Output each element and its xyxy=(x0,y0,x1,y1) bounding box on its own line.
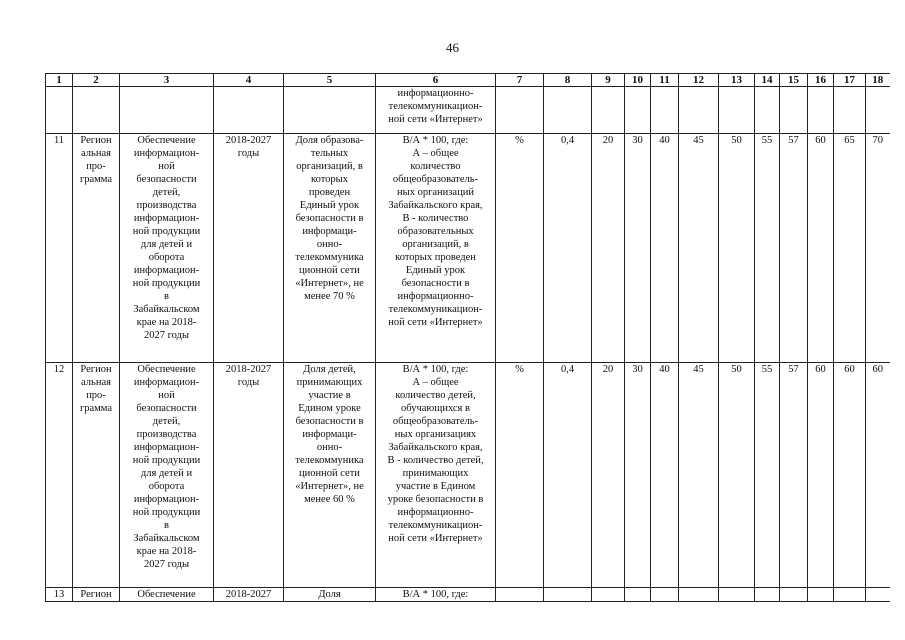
value-cell: 20 xyxy=(592,134,625,363)
table-cell xyxy=(544,87,592,134)
table-cell xyxy=(120,87,214,134)
table-cell xyxy=(719,588,755,602)
table-cell xyxy=(651,87,679,134)
table-cell xyxy=(780,87,808,134)
table-cell xyxy=(719,87,755,134)
table-row xyxy=(46,588,890,602)
table-cell xyxy=(866,87,890,134)
value-cell: 57 xyxy=(780,134,808,363)
table-cell xyxy=(755,588,780,602)
value-cell: 57 xyxy=(780,363,808,588)
table-cell xyxy=(866,588,890,602)
formula-cell: информационно- телекоммуникацион- ной сети «Интернет» xyxy=(376,87,496,134)
header-cell: 1 xyxy=(46,74,73,87)
period-cell: 2018-2027 xyxy=(214,588,284,602)
program-name-cell: Обеспечение информацион- ной безопасности детей, производства информацион- ной продукции для детей и оборота информацион- ной продукции в Забайкальском крае на 2018- 2027 годы xyxy=(120,134,214,363)
header-cell: 6 xyxy=(376,74,496,87)
header-cell: 9 xyxy=(592,74,625,87)
header-cell: 18 xyxy=(866,74,890,87)
header-cell: 17 xyxy=(834,74,866,87)
table-cell xyxy=(651,588,679,602)
formula-cell: В/А * 100, где: А – общее количество детей, обучающихся в общеобразователь- ных организациях Забайкальского края, В - количество детей, принимающих участие в Едином уроке безопасности в информационно- телекоммуникацион- ной сети «Интернет» xyxy=(376,363,496,588)
header-cell: 7 xyxy=(496,74,544,87)
value-cell: 60 xyxy=(834,363,866,588)
value-cell: 0,4 xyxy=(544,363,592,588)
header-cell: 3 xyxy=(120,74,214,87)
table-row xyxy=(46,363,890,588)
program-type-cell: Регион альная про- грамма xyxy=(73,134,120,363)
value-cell: 65 xyxy=(834,134,866,363)
table-cell xyxy=(834,588,866,602)
value-cell: 0,4 xyxy=(544,134,592,363)
header-cell: 16 xyxy=(808,74,834,87)
table-cell xyxy=(214,87,284,134)
program-name-cell: Обеспечение xyxy=(120,588,214,602)
row-number: 13 xyxy=(46,588,73,602)
formula-cell: В/А * 100, где: xyxy=(376,588,496,602)
header-cell: 8 xyxy=(544,74,592,87)
indicator-cell: Доля образова- тельных организаций, в которых проведен Единый урок безопасности в информаци- онно- телекоммуника ционной сети «Интернет», не менее 70 % xyxy=(284,134,376,363)
value-cell: 50 xyxy=(719,134,755,363)
table-cell xyxy=(780,588,808,602)
table-cell xyxy=(679,87,719,134)
value-cell: 40 xyxy=(651,134,679,363)
formula-cell: В/А * 100, где: А – общее количество общеобразователь- ных организаций Забайкальского края, В - количество образовательных организаций, в которых проведен Единый урок безопасности в информационно- телекоммуникацион- ной сети «Интернет» xyxy=(376,134,496,363)
table-cell xyxy=(625,588,651,602)
program-type-cell: Регион xyxy=(73,588,120,602)
table-cell xyxy=(46,87,73,134)
table-cell xyxy=(496,588,544,602)
period-cell: 2018-2027 годы xyxy=(214,363,284,588)
header-cell: 11 xyxy=(651,74,679,87)
unit-cell: % xyxy=(496,363,544,588)
value-cell: 45 xyxy=(679,363,719,588)
value-cell: 70 xyxy=(866,134,890,363)
value-cell: 30 xyxy=(625,134,651,363)
table-cell xyxy=(284,87,376,134)
indicators-table xyxy=(45,73,890,602)
header-cell: 13 xyxy=(719,74,755,87)
value-cell: 60 xyxy=(866,363,890,588)
table-cell xyxy=(808,588,834,602)
table-cell xyxy=(73,87,120,134)
value-cell: 30 xyxy=(625,363,651,588)
value-cell: 45 xyxy=(679,134,719,363)
header-cell: 2 xyxy=(73,74,120,87)
value-cell: 20 xyxy=(592,363,625,588)
table-cell xyxy=(496,87,544,134)
header-cell: 4 xyxy=(214,74,284,87)
table-cell xyxy=(834,87,866,134)
program-type-cell: Регион альная про- грамма xyxy=(73,363,120,588)
program-name-cell: Обеспечение информацион- ной безопасности детей, производства информацион- ной продукции для детей и оборота информацион- ной продукции в Забайкальском крае на 2018- 2027 годы xyxy=(120,363,214,588)
header-cell: 5 xyxy=(284,74,376,87)
header-cell: 14 xyxy=(755,74,780,87)
value-cell: 55 xyxy=(755,363,780,588)
indicator-cell: Доля xyxy=(284,588,376,602)
row-number: 11 xyxy=(46,134,73,363)
table-cell xyxy=(808,87,834,134)
table-row xyxy=(46,134,890,363)
value-cell: 40 xyxy=(651,363,679,588)
table-cell xyxy=(679,588,719,602)
header-cell: 10 xyxy=(625,74,651,87)
period-cell: 2018-2027 годы xyxy=(214,134,284,363)
row-number: 12 xyxy=(46,363,73,588)
value-cell: 50 xyxy=(719,363,755,588)
header-row xyxy=(46,74,890,87)
value-cell: 60 xyxy=(808,363,834,588)
continuation-row xyxy=(46,87,890,134)
header-cell: 15 xyxy=(780,74,808,87)
table-cell xyxy=(592,87,625,134)
table-cell xyxy=(544,588,592,602)
table-cell xyxy=(592,588,625,602)
table-cell xyxy=(755,87,780,134)
value-cell: 60 xyxy=(808,134,834,363)
table-cell xyxy=(625,87,651,134)
page-number: 46 xyxy=(446,40,459,55)
header-cell: 12 xyxy=(679,74,719,87)
value-cell: 55 xyxy=(755,134,780,363)
unit-cell: % xyxy=(496,134,544,363)
indicator-cell: Доля детей, принимающих участие в Едином уроке безопасности в информаци- онно- телекоммуника ционной сети «Интернет», не менее 60 % xyxy=(284,363,376,588)
